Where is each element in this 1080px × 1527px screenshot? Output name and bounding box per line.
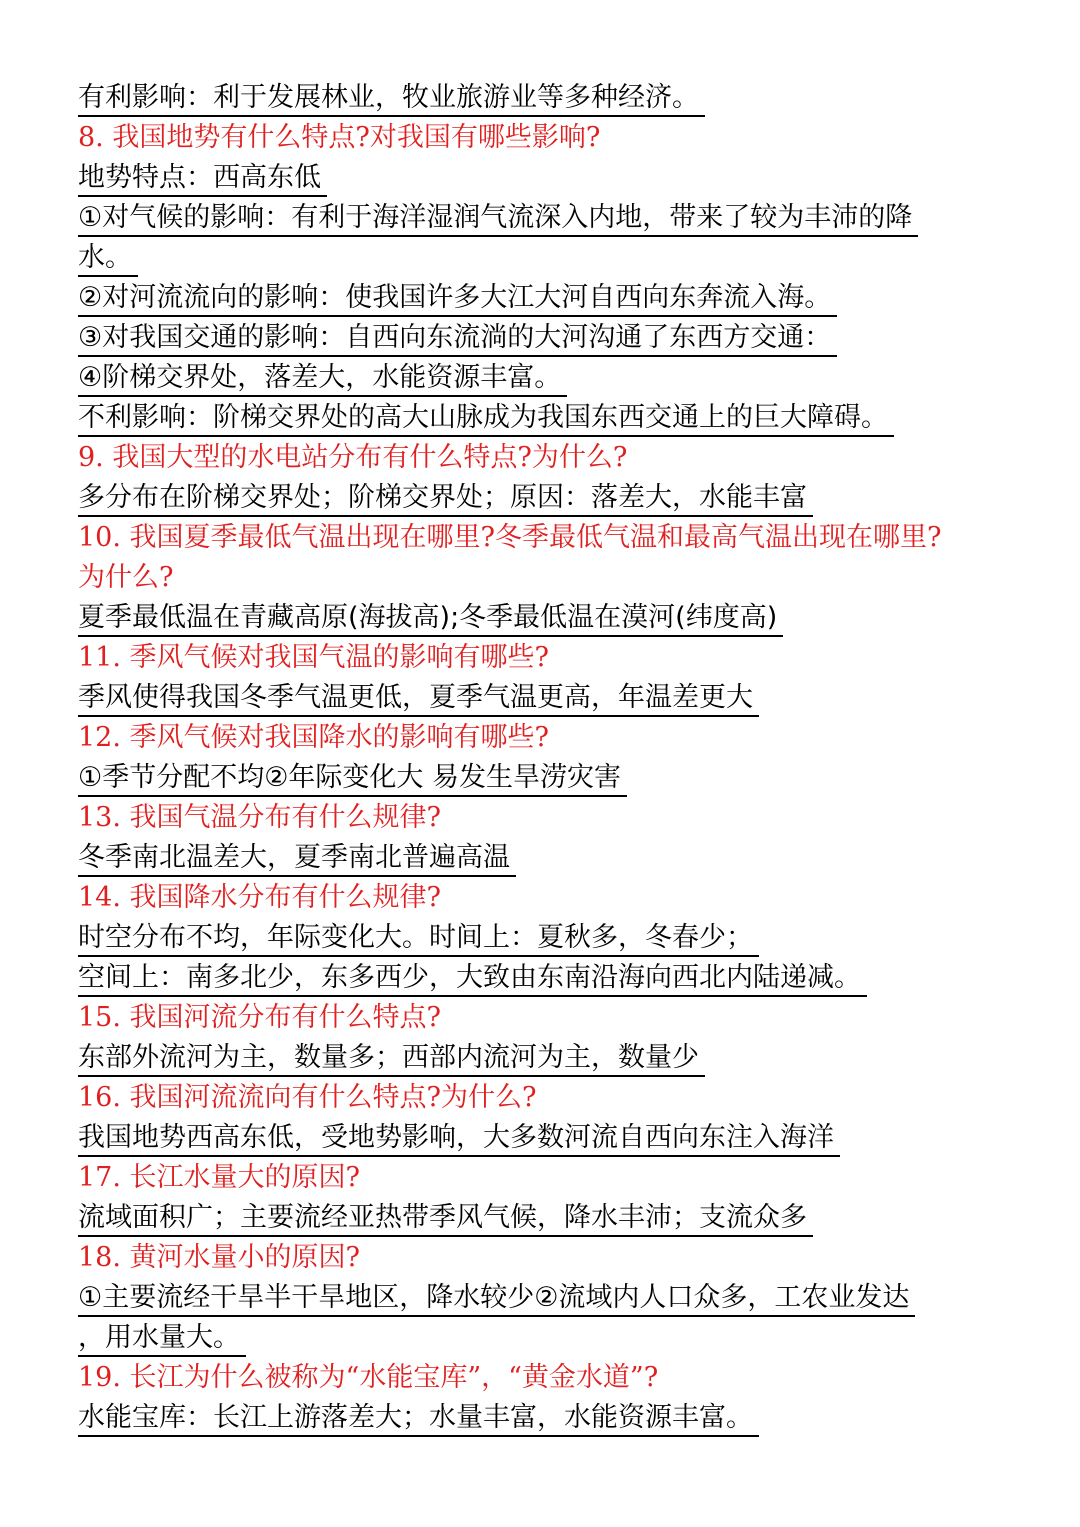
question-line	[78, 798, 1008, 838]
answer-text: ①主要流经干旱半干旱地区，降水较少②流域内人口众多，工农业发达	[78, 1281, 915, 1317]
question-line	[78, 1238, 1008, 1278]
answer-text: ①对气候的影响：有利于海洋湿润气流深入内地，带来了较为丰沛的降	[78, 201, 918, 237]
question-line	[78, 718, 1008, 758]
answer-line	[78, 478, 1008, 518]
answer-line	[78, 1118, 1008, 1158]
answer-line	[78, 238, 1008, 278]
answer-line	[78, 838, 1008, 878]
question-line	[78, 998, 1008, 1038]
question-text: 8. 我国地势有什么特点?对我国有哪些影响?	[78, 122, 601, 153]
question-text: 17. 长江水量大的原因?	[78, 1162, 360, 1193]
answer-line	[78, 1038, 1008, 1078]
question-line	[78, 878, 1008, 918]
answer-line	[78, 318, 1008, 358]
answer-text: 季风使得我国冬季气温更低，夏季气温更高，年温差更大	[78, 681, 759, 717]
answer-text: 东部外流河为主，数量多；西部内流河为主，数量少	[78, 1041, 705, 1077]
question-line	[78, 518, 1008, 558]
question-text: 12. 季风气候对我国降水的影响有哪些?	[78, 722, 549, 753]
question-text: 19. 长江为什么被称为“水能宝库”，“黄金水道”?	[78, 1362, 659, 1393]
question-line	[78, 558, 1008, 598]
question-text: 11. 季风气候对我国气温的影响有哪些?	[78, 642, 549, 673]
document-body	[78, 78, 1008, 1438]
question-line	[78, 1078, 1008, 1118]
question-text: 10. 我国夏季最低气温出现在哪里?冬季最低气温和最高气温出现在哪里?	[78, 522, 942, 553]
answer-line	[78, 918, 1008, 958]
question-text: 为什么?	[78, 562, 174, 593]
answer-text: 地势特点：西高东低	[78, 161, 327, 197]
answer-line	[78, 78, 1008, 118]
answer-text: 水。	[78, 241, 138, 277]
answer-line	[78, 958, 1008, 998]
answer-line	[78, 598, 1008, 638]
question-line	[78, 1158, 1008, 1198]
answer-text: ③对我国交通的影响：自西向东流淌的大河沟通了东西方交通：	[78, 321, 837, 357]
question-text: 16. 我国河流流向有什么特点?为什么?	[78, 1082, 537, 1113]
answer-text: 不利影响：阶梯交界处的高大山脉成为我国东西交通上的巨大障碍。	[78, 401, 894, 437]
question-line	[78, 1358, 1008, 1398]
answer-line	[78, 1198, 1008, 1238]
answer-text: 空间上：南多北少，东多西少，大致由东南沿海向西北内陆递减。	[78, 961, 867, 997]
answer-text: ④阶梯交界处，落差大，水能资源丰富。	[78, 361, 567, 397]
answer-text: 时空分布不均，年际变化大。时间上：夏秋多，冬春少；	[78, 921, 759, 957]
answer-line	[78, 358, 1008, 398]
answer-line	[78, 158, 1008, 198]
answer-line	[78, 1278, 1008, 1318]
answer-line	[78, 1318, 1008, 1358]
question-text: 14. 我国降水分布有什么规律?	[78, 882, 441, 913]
question-line	[78, 438, 1008, 478]
answer-text: 夏季最低温在青藏高原(海拔高);冬季最低温在漠河(纬度高)	[78, 601, 783, 637]
question-line	[78, 638, 1008, 678]
answer-line	[78, 398, 1008, 438]
answer-text: 流域面积广；主要流经亚热带季风气候，降水丰沛；支流众多	[78, 1201, 813, 1237]
answer-text: 我国地势西高东低，受地势影响，大多数河流自西向东注入海洋	[78, 1121, 840, 1157]
answer-line	[78, 1398, 1008, 1438]
answer-line	[78, 278, 1008, 318]
question-text: 15. 我国河流分布有什么特点?	[78, 1002, 441, 1033]
answer-text: 水能宝库：长江上游落差大；水量丰富，水能资源丰富。	[78, 1401, 759, 1437]
answer-text: 多分布在阶梯交界处；阶梯交界处；原因：落差大，水能丰富	[78, 481, 813, 517]
question-text: 9. 我国大型的水电站分布有什么特点?为什么?	[78, 442, 628, 473]
question-text: 13. 我国气温分布有什么规律?	[78, 802, 441, 833]
answer-text: 有利影响：利于发展林业，牧业旅游业等多种经济。	[78, 81, 705, 117]
answer-line	[78, 678, 1008, 718]
answer-text: ①季节分配不均②年际变化大 易发生旱涝灾害	[78, 761, 627, 797]
answer-text: ，用水量大。	[78, 1321, 246, 1357]
question-line	[78, 118, 1008, 158]
answer-text: ②对河流流向的影响：使我国许多大江大河自西向东奔流入海。	[78, 281, 837, 317]
answer-line	[78, 758, 1008, 798]
answer-line	[78, 198, 1008, 238]
answer-text: 冬季南北温差大，夏季南北普遍高温	[78, 841, 516, 877]
question-text: 18. 黄河水量小的原因?	[78, 1242, 360, 1273]
